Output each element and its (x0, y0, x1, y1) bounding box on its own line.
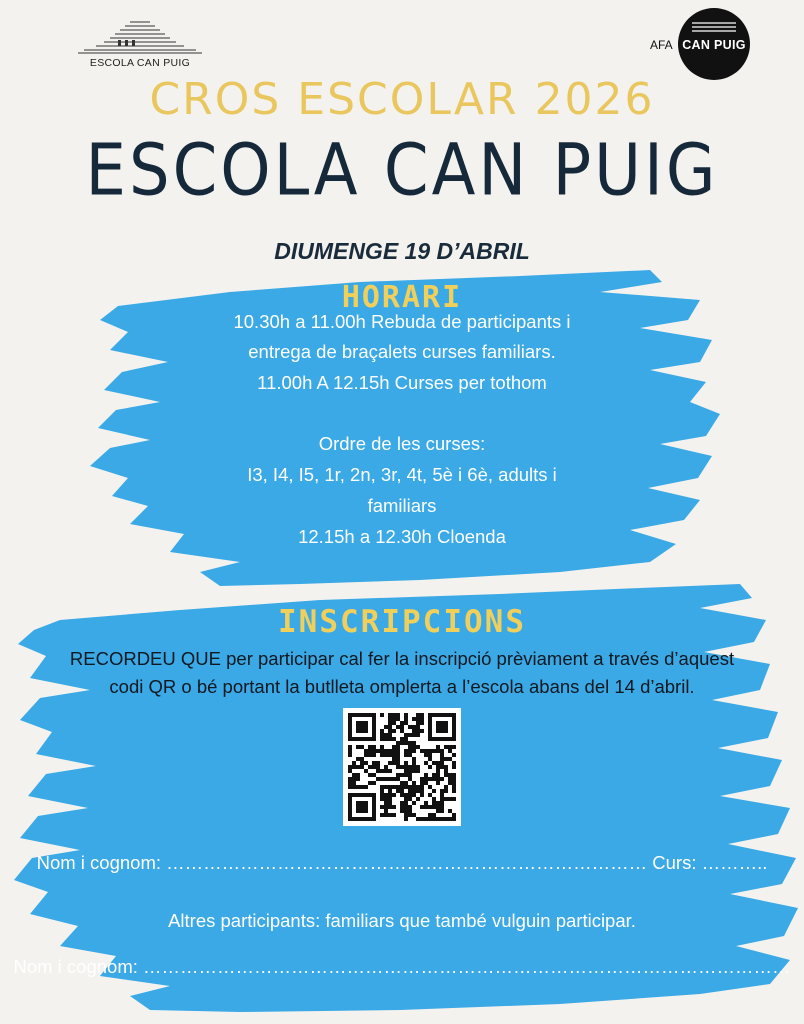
horari-line-4: Ordre de les curses: (318, 433, 486, 454)
horari-line-3: 11.00h A 12.15h Curses per tothom (257, 372, 547, 393)
horari-line-6: familiars (367, 495, 437, 516)
event-title: CROS ESCOLAR 2026 (149, 74, 655, 125)
afa-name: CAN PUIG (682, 38, 746, 52)
registration-qr-code[interactable] (343, 708, 461, 826)
others-line: Altres participants: familiars que també vulguin participar. (168, 910, 636, 931)
inscripcions-heading: INSCRIPCIONS (278, 604, 526, 640)
horari-line-7: 12.15h a 12.30h Cloenda (298, 526, 506, 547)
school-title: ESCOLA CAN PUIG (85, 129, 719, 213)
notice-line-1: RECORDEU QUE per participar cal fer la inscripció prèviament a través d’aquest (69, 648, 735, 669)
horari-heading: HORARI (341, 280, 463, 315)
afa-prefix: AFA (650, 38, 673, 52)
horari-line-5: I3, I4, I5, 1r, 2n, 3r, 4t, 5è i 6è, adults i (247, 464, 557, 485)
school-logo-label: ESCOLA CAN PUIG (89, 57, 191, 69)
qr-code-icon (348, 713, 456, 821)
form-name-field: Nom i cognom: …………………………………………………………………… Curs: ……….. (36, 852, 768, 873)
form-name-field-2: Nom i cognom: …………………………………………………………………………………………… (13, 956, 791, 977)
horari-line-2: entrega de braçalets curses familiars. (248, 341, 556, 362)
horari-line-1: 10.30h a 11.00h Rebuda de participants i (233, 311, 571, 332)
notice-line-2: codi QR o bé portant la butlleta omplerta a l’escola abans del 14 d’abril. (109, 676, 695, 697)
event-date: DIUMENGE 19 D’ABRIL (274, 238, 530, 264)
